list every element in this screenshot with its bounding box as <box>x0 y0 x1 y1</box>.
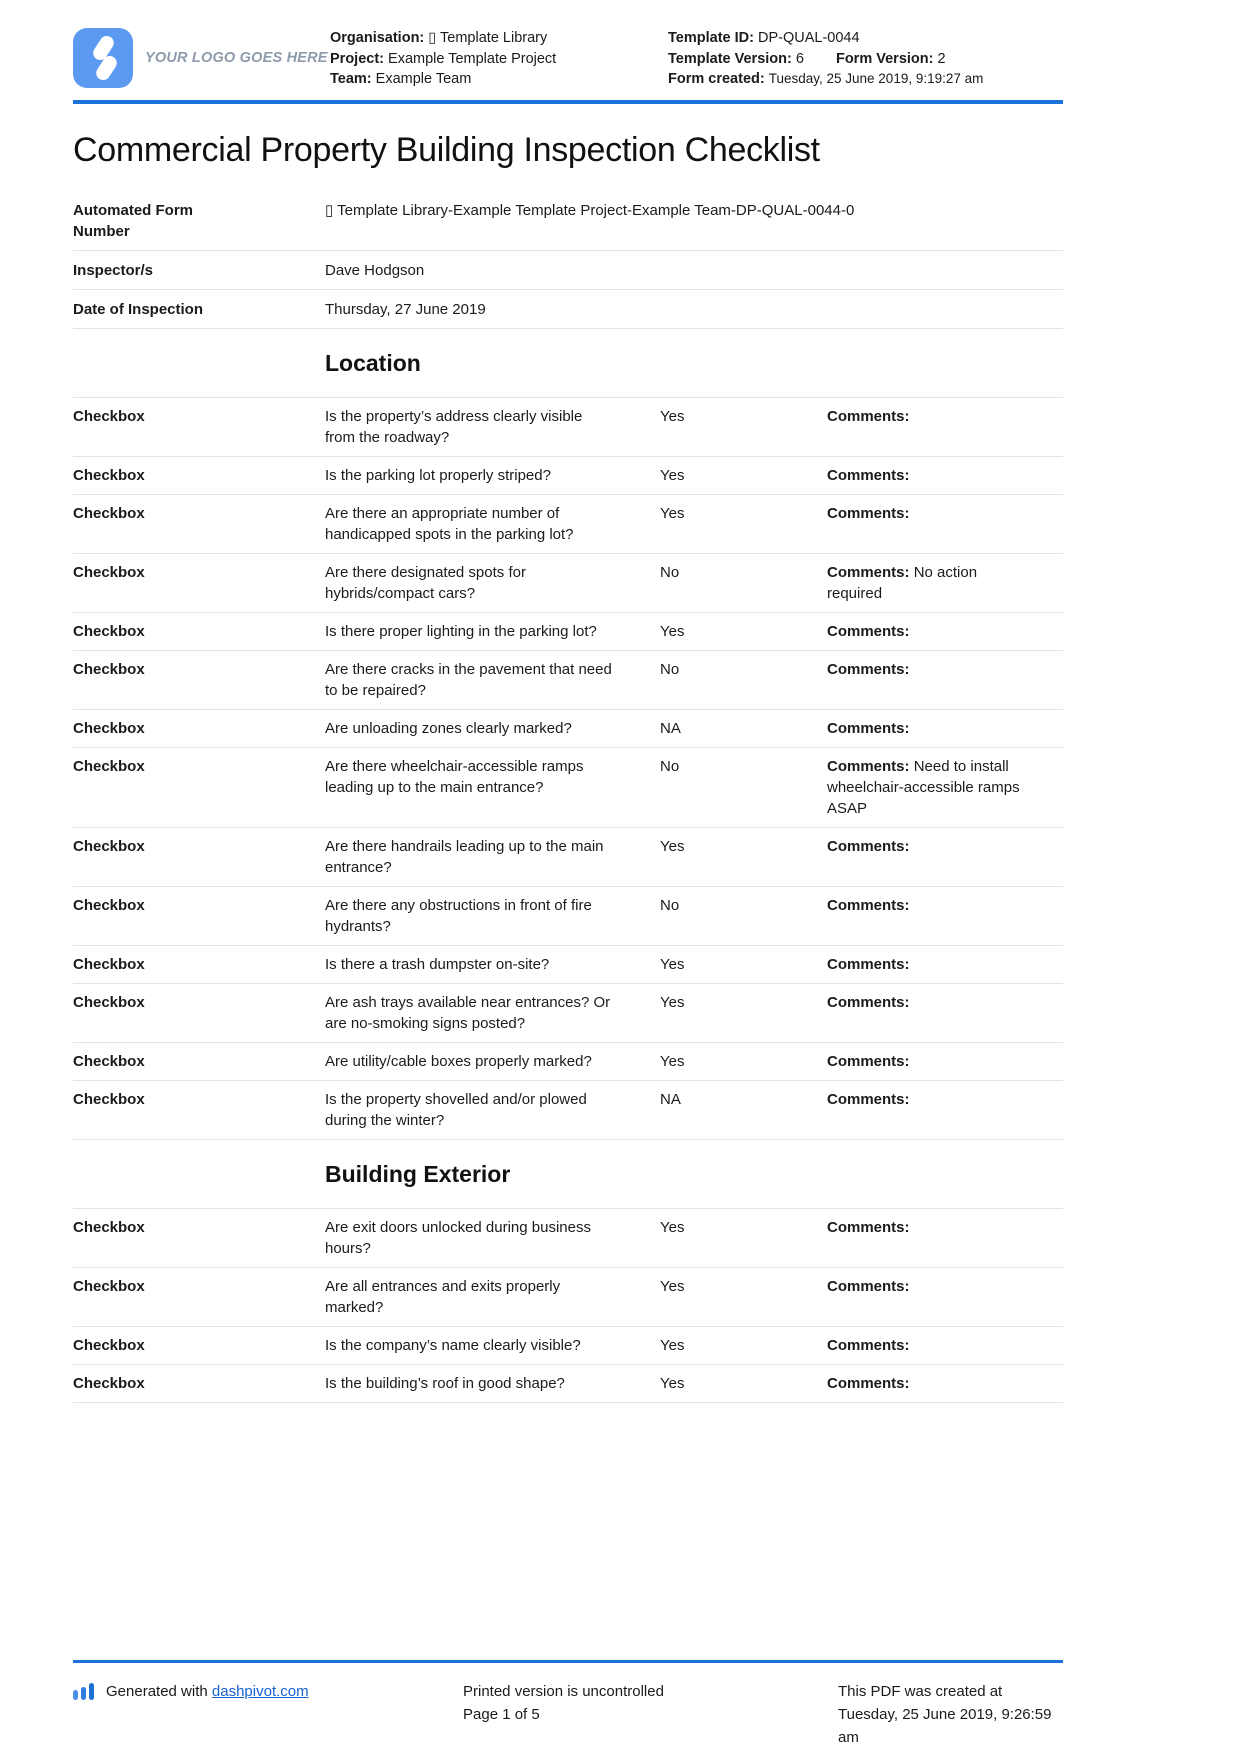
checklist-row <box>73 650 1063 709</box>
row-answer: Yes <box>660 955 685 973</box>
row-type-label: Checkbox <box>73 1374 145 1392</box>
page-title: Commercial Property Building Inspection Checklist <box>73 130 820 169</box>
row-comments <box>827 1089 1063 1110</box>
row-question: Is there proper lighting in the parking lot? <box>325 622 597 640</box>
checklist-section <box>73 1140 1063 1403</box>
checklist-row <box>73 983 1063 1042</box>
meta-row-value: Thursday, 27 June 2019 <box>325 300 486 318</box>
row-type-label: Checkbox <box>73 563 145 581</box>
row-comments <box>827 895 1063 916</box>
meta-row-label: Date of Inspection <box>73 300 204 318</box>
checklist-row <box>73 886 1063 945</box>
versions-line <box>668 49 1063 70</box>
row-type-label: Checkbox <box>73 407 145 425</box>
comments-label: Comments: <box>827 993 910 1011</box>
comments-label: Comments: <box>827 660 910 678</box>
row-question: Are exit doors unlocked during business hours? <box>325 1218 591 1257</box>
checklist <box>73 329 1063 1403</box>
row-comments <box>827 465 1063 486</box>
meta-row <box>73 290 1063 329</box>
comments-label: Comments: <box>827 837 910 855</box>
row-answer: No <box>660 757 680 775</box>
checklist-row <box>73 709 1063 747</box>
meta-row-value: Dave Hodgson <box>325 261 425 279</box>
row-type-label: Checkbox <box>73 993 145 1011</box>
row-answer: Yes <box>660 1277 685 1295</box>
team-label: Team: <box>330 71 372 87</box>
row-type-label: Checkbox <box>73 1052 145 1070</box>
row-question: Are there handrails leading up to the main entrance? <box>325 837 604 876</box>
template-id-line <box>668 28 1063 49</box>
row-answer: Yes <box>660 622 685 640</box>
row-question: Is the property’s address clearly visible from the roadway? <box>325 407 583 446</box>
comments-label: Comments: <box>827 1374 910 1392</box>
row-answer: Yes <box>660 1374 685 1392</box>
row-question: Are there cracks in the pavement that need to be repaired? <box>325 660 612 699</box>
row-type-label: Checkbox <box>73 757 145 775</box>
project-label: Project: <box>330 50 384 67</box>
row-question: Are unloading zones clearly marked? <box>325 719 572 737</box>
logo <box>73 28 330 88</box>
section-heading: Location <box>325 349 421 376</box>
footer-generated <box>73 1680 463 1749</box>
header-divider <box>73 100 1063 104</box>
project-line <box>330 49 668 70</box>
row-question: Are utility/cable boxes properly marked? <box>325 1052 592 1070</box>
row-question: Are there designated spots for hybrids/compact cars? <box>325 563 526 602</box>
template-id-value: DP-QUAL-0044 <box>757 30 860 46</box>
header-organisation-block <box>330 28 668 90</box>
pdf-created-text: This PDF was created at <box>838 1683 1003 1700</box>
row-question: Are all entrances and exits properly marked? <box>325 1277 561 1316</box>
section-rows <box>73 397 1063 1140</box>
row-comments <box>827 503 1063 524</box>
row-answer: Yes <box>660 466 685 484</box>
comments-label: Comments: <box>827 466 910 484</box>
comments-label: Comments: <box>827 719 910 737</box>
logo-icon <box>73 28 133 88</box>
checklist-row <box>73 1208 1063 1267</box>
checklist-row <box>73 397 1063 456</box>
comment-text: No action required <box>827 563 978 602</box>
row-type-label: Checkbox <box>73 837 145 855</box>
comments-label: Comments: <box>827 1090 910 1108</box>
form-meta-table <box>73 191 1063 329</box>
row-question: Is the building’s roof in good shape? <box>325 1374 565 1392</box>
row-question: Is the property shovelled and/or plowed during the winter? <box>325 1090 587 1129</box>
form-created-value: Tuesday, 25 June 2019, 9:19:27 am <box>768 71 984 86</box>
logo-placeholder-text: YOUR LOGO GOES HERE <box>145 50 328 66</box>
footer-divider <box>73 1660 1063 1663</box>
row-comments <box>827 562 1063 604</box>
row-question: Are ash trays available near entrances? Or are no-smoking signs posted? <box>325 993 611 1032</box>
row-comments <box>827 659 1063 680</box>
row-comments <box>827 1051 1063 1072</box>
row-comments <box>827 406 1063 427</box>
row-comments <box>827 836 1063 857</box>
comments-label: Comments: <box>827 1277 910 1295</box>
comments-label: Comments: <box>827 1336 910 1354</box>
page-number-text: Page 1 of 5 <box>463 1706 540 1723</box>
project-value: Example Template Project <box>388 50 557 67</box>
team-line <box>330 69 668 90</box>
checklist-row <box>73 1042 1063 1080</box>
checklist-row <box>73 553 1063 612</box>
comments-label: Comments: <box>827 622 910 640</box>
row-type-label: Checkbox <box>73 719 145 737</box>
row-type-label: Checkbox <box>73 955 145 973</box>
template-id-label: Template ID: <box>668 30 754 46</box>
checklist-row <box>73 1326 1063 1364</box>
row-answer: Yes <box>660 1336 685 1354</box>
comments-label: Comments: <box>827 757 910 775</box>
row-answer: Yes <box>660 1218 685 1236</box>
generated-text: Generated with dashpivot.com <box>106 1683 309 1700</box>
row-type-label: Checkbox <box>73 1090 145 1108</box>
row-type-label: Checkbox <box>73 660 145 678</box>
row-answer: Yes <box>660 504 685 522</box>
row-comments <box>827 954 1063 975</box>
footer-print-info <box>463 1680 838 1749</box>
row-question: Is there a trash dumpster on-site? <box>325 955 550 973</box>
row-answer: NA <box>660 1090 681 1108</box>
template-version-value: 6 <box>795 50 804 67</box>
row-answer: Yes <box>660 407 685 425</box>
checklist-row <box>73 494 1063 553</box>
row-comments <box>827 1276 1063 1297</box>
printed-version-text: Printed version is uncontrolled <box>463 1683 664 1700</box>
template-version-label: Template Version: <box>668 50 792 67</box>
meta-row <box>73 191 1063 251</box>
row-question: Are there wheelchair-accessible ramps leading up to the main entrance? <box>325 757 584 796</box>
form-created-line <box>668 69 1063 90</box>
form-version-value: 2 <box>937 50 946 67</box>
row-comments <box>827 756 1063 819</box>
row-question: Is the company’s name clearly visible? <box>325 1336 581 1354</box>
row-comments <box>827 621 1063 642</box>
footer <box>73 1660 1063 1749</box>
comments-label: Comments: <box>827 896 910 914</box>
pdf-created-date: Tuesday, 25 June 2019, 9:26:59 am <box>838 1706 1052 1746</box>
row-type-label: Checkbox <box>73 1218 145 1236</box>
row-answer: Yes <box>660 1052 685 1070</box>
row-type-label: Checkbox <box>73 1277 145 1295</box>
checklist-row <box>73 1080 1063 1140</box>
comments-label: Comments: <box>827 407 910 425</box>
row-question: Are there any obstructions in front of fire hydrants? <box>325 896 592 935</box>
checklist-section <box>73 329 1063 1140</box>
checklist-row <box>73 612 1063 650</box>
meta-row-label: Inspector/s <box>73 261 154 279</box>
row-comments <box>827 1335 1063 1356</box>
row-comments <box>827 1217 1063 1238</box>
row-comments <box>827 1373 1063 1394</box>
header <box>73 0 1063 90</box>
comment-text: Need to install wheelchair-accessible ramps ASAP <box>827 757 1020 817</box>
row-type-label: Checkbox <box>73 622 145 640</box>
footer-created-info <box>838 1680 1063 1749</box>
form-created-label: Form created: <box>668 71 765 87</box>
section-heading: Building Exterior <box>325 1160 511 1187</box>
section-rows <box>73 1208 1063 1403</box>
checklist-row <box>73 827 1063 886</box>
checklist-row <box>73 1267 1063 1326</box>
checklist-row <box>73 1364 1063 1403</box>
header-template-block <box>668 28 1063 90</box>
row-answer: No <box>660 660 680 678</box>
team-value: Example Team <box>375 71 472 87</box>
row-answer: No <box>660 563 680 581</box>
row-comments <box>827 718 1063 739</box>
row-type-label: Checkbox <box>73 504 145 522</box>
comments-label: Comments: <box>827 563 910 581</box>
row-comments <box>827 992 1063 1013</box>
meta-row-label: Automated Form Number <box>73 201 193 240</box>
row-type-label: Checkbox <box>73 466 145 484</box>
row-answer: No <box>660 896 680 914</box>
comments-label: Comments: <box>827 955 910 973</box>
row-type-label: Checkbox <box>73 1336 145 1354</box>
row-answer: Yes <box>660 837 685 855</box>
organisation-label: Organisation: <box>330 30 425 46</box>
row-answer: NA <box>660 719 681 737</box>
checklist-row <box>73 945 1063 983</box>
organisation-value: ▯ Template Library <box>428 30 548 46</box>
checklist-row <box>73 456 1063 494</box>
row-type-label: Checkbox <box>73 896 145 914</box>
bar-chart-icon <box>73 1683 97 1700</box>
checklist-row <box>73 747 1063 827</box>
form-version-label: Form Version: <box>835 50 934 67</box>
row-question: Is the parking lot properly striped? <box>325 466 551 484</box>
comments-label: Comments: <box>827 504 910 522</box>
comments-label: Comments: <box>827 1218 910 1236</box>
meta-row-value: ▯ Template Library-Example Template Project-Example Team-DP-QUAL-0044-0 <box>325 201 855 219</box>
dashpivot-link[interactable]: dashpivot.com <box>211 1683 309 1700</box>
organisation-line <box>330 28 668 49</box>
row-answer: Yes <box>660 993 685 1011</box>
row-question: Are there an appropriate number of handicapped spots in the parking lot? <box>325 504 574 543</box>
meta-row <box>73 251 1063 290</box>
comments-label: Comments: <box>827 1052 910 1070</box>
